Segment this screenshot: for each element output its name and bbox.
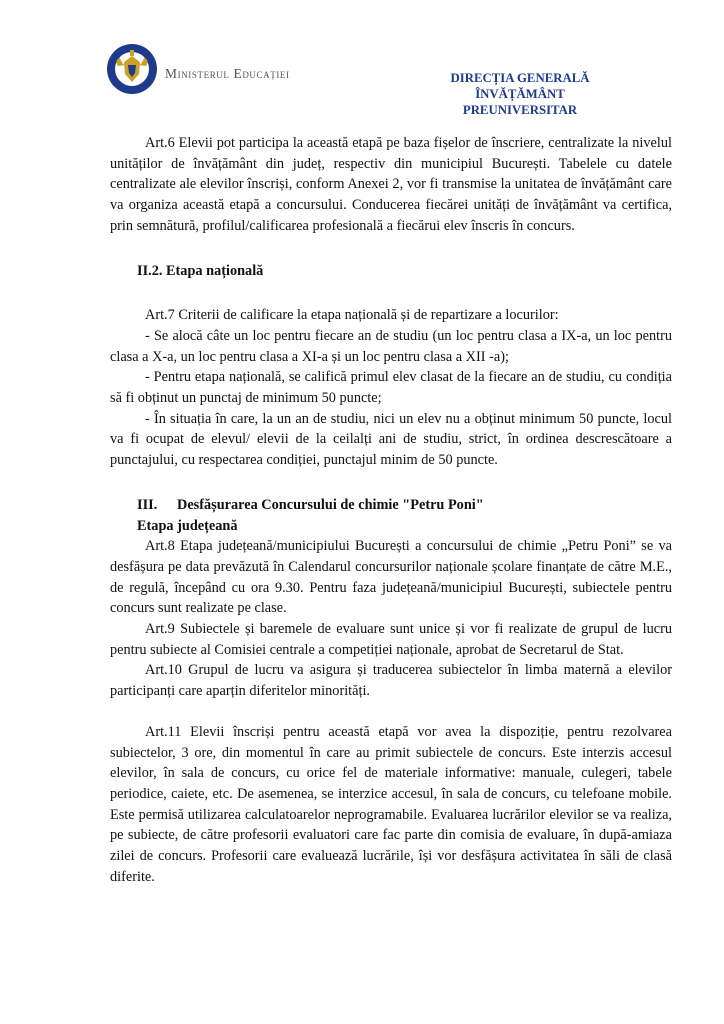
directorate-title <box>405 70 635 118</box>
article-10: Art.10 Grupul de lucru va asigura și traducerea subiectelor în limba maternă a elevilor participanți care aparțin diferitelor minorități. <box>110 662 672 700</box>
subheading-etapa-judeteana: Etapa județeană <box>137 517 238 534</box>
ministry-name: Ministerul Educației <box>165 66 290 81</box>
article-11: Art.11 Elevii înscriși pentru această etapă vor avea la dispoziție, pentru rezolvarea subiectelor, 3 ore, din momentul în care au primit subiectele de concurs. Este interzis accesul elevilor, în sala de concurs, cu orice fel de materiale informative: manuale, culegeri, tabele periodice, caiete, etc. De asemenea, se interzice accesul, în sala de concurs, cu telefoane mobile. Este permisă utilizarea calculatoarelor neprogramabile. Evaluarea lucrărilor elevilor se va realiza, pe subiecte, de către profesorii evaluatori care fac parte din comisia de evaluare, în după-amiaza zilei de concurs. Profesorii care evaluează lucrările, își vor desfășura activitatea în săli de clasă diferite. <box>110 723 672 885</box>
article-8: Art.8 Etapa județeană/municipiului București a concursului de chimie „Petru Poni” se va desfășura pe data prevăzută în Calendarul concursurilor naționale școlare finanțate de către M.E., de regulă, începând cu ora 9.30. Pentru faza județeană/municipiul București, subiectele pentru concurs sunt realizate pe clase. <box>110 538 672 617</box>
directorate-line-1: DIRECȚIA GENERALĂ ÎNVĂȚĂMÂNT <box>450 71 590 101</box>
article-6: Art.6 Elevii pot participa la această etapă pe baza fișelor de înscriere, centralizate la nivelul unităților de învățământ din județ, respectiv din municipiul București. Tabelele cu datele centralizate ale elevilor înscriși, conform Anexei 2, vor fi transmise la unitatea de învățământ care va organiza această etapă a concursului. Conducerea fiecărei unități de învățământ va certifica, prin semnătură, profilul/calificarea profesională a fiecărui elev înscris în concurs. <box>110 135 672 234</box>
heading-etapa-nationala: II.2. Etapa națională <box>137 262 264 279</box>
article-7-bullet-1: - Se alocă câte un loc pentru fiecare an de studiu (un loc pentru clasa a IX-a, un loc pentru clasa a X-a, un loc pentru clasa a XI-a și un loc pentru clasa a XII -a); <box>110 327 672 365</box>
section-title: Desfășurarea Concursului de chimie "Petru Poni" <box>177 496 484 513</box>
page-header <box>0 0 724 125</box>
document-body <box>110 133 672 888</box>
directorate-line-2: PREUNIVERSITAR <box>462 103 578 117</box>
section-number: III. <box>137 496 158 513</box>
article-7-intro: Art.7 Criterii de calificare la etapa națională și de repartizare a locurilor: <box>145 307 559 324</box>
government-crest-icon <box>106 38 158 100</box>
section-III-heading <box>110 495 672 516</box>
article-7-bullet-3: - În situația în care, la un an de studiu, nici un elev nu a obținut minimum 50 puncte, locul va fi ocupat de elevul/ elevii de la ceilalți ani de studiu, strict, în ordinea descrescătoare a punctajului, cu respectarea condiției, punctajul minim de 50 puncte. <box>110 410 672 469</box>
article-9: Art.9 Subiectele și baremele de evaluare sunt unice și vor fi realizate de grupul de lucru pentru subiecte al Comisiei centrale a competiției naționale, aprobat de Secretarul de Stat. <box>110 621 672 658</box>
article-7-bullet-2: - Pentru etapa națională, se califică primul elev clasat de la fiecare an de studiu, cu condiția să fi obținut un punctaj de minimum 50 puncte; <box>110 369 672 407</box>
